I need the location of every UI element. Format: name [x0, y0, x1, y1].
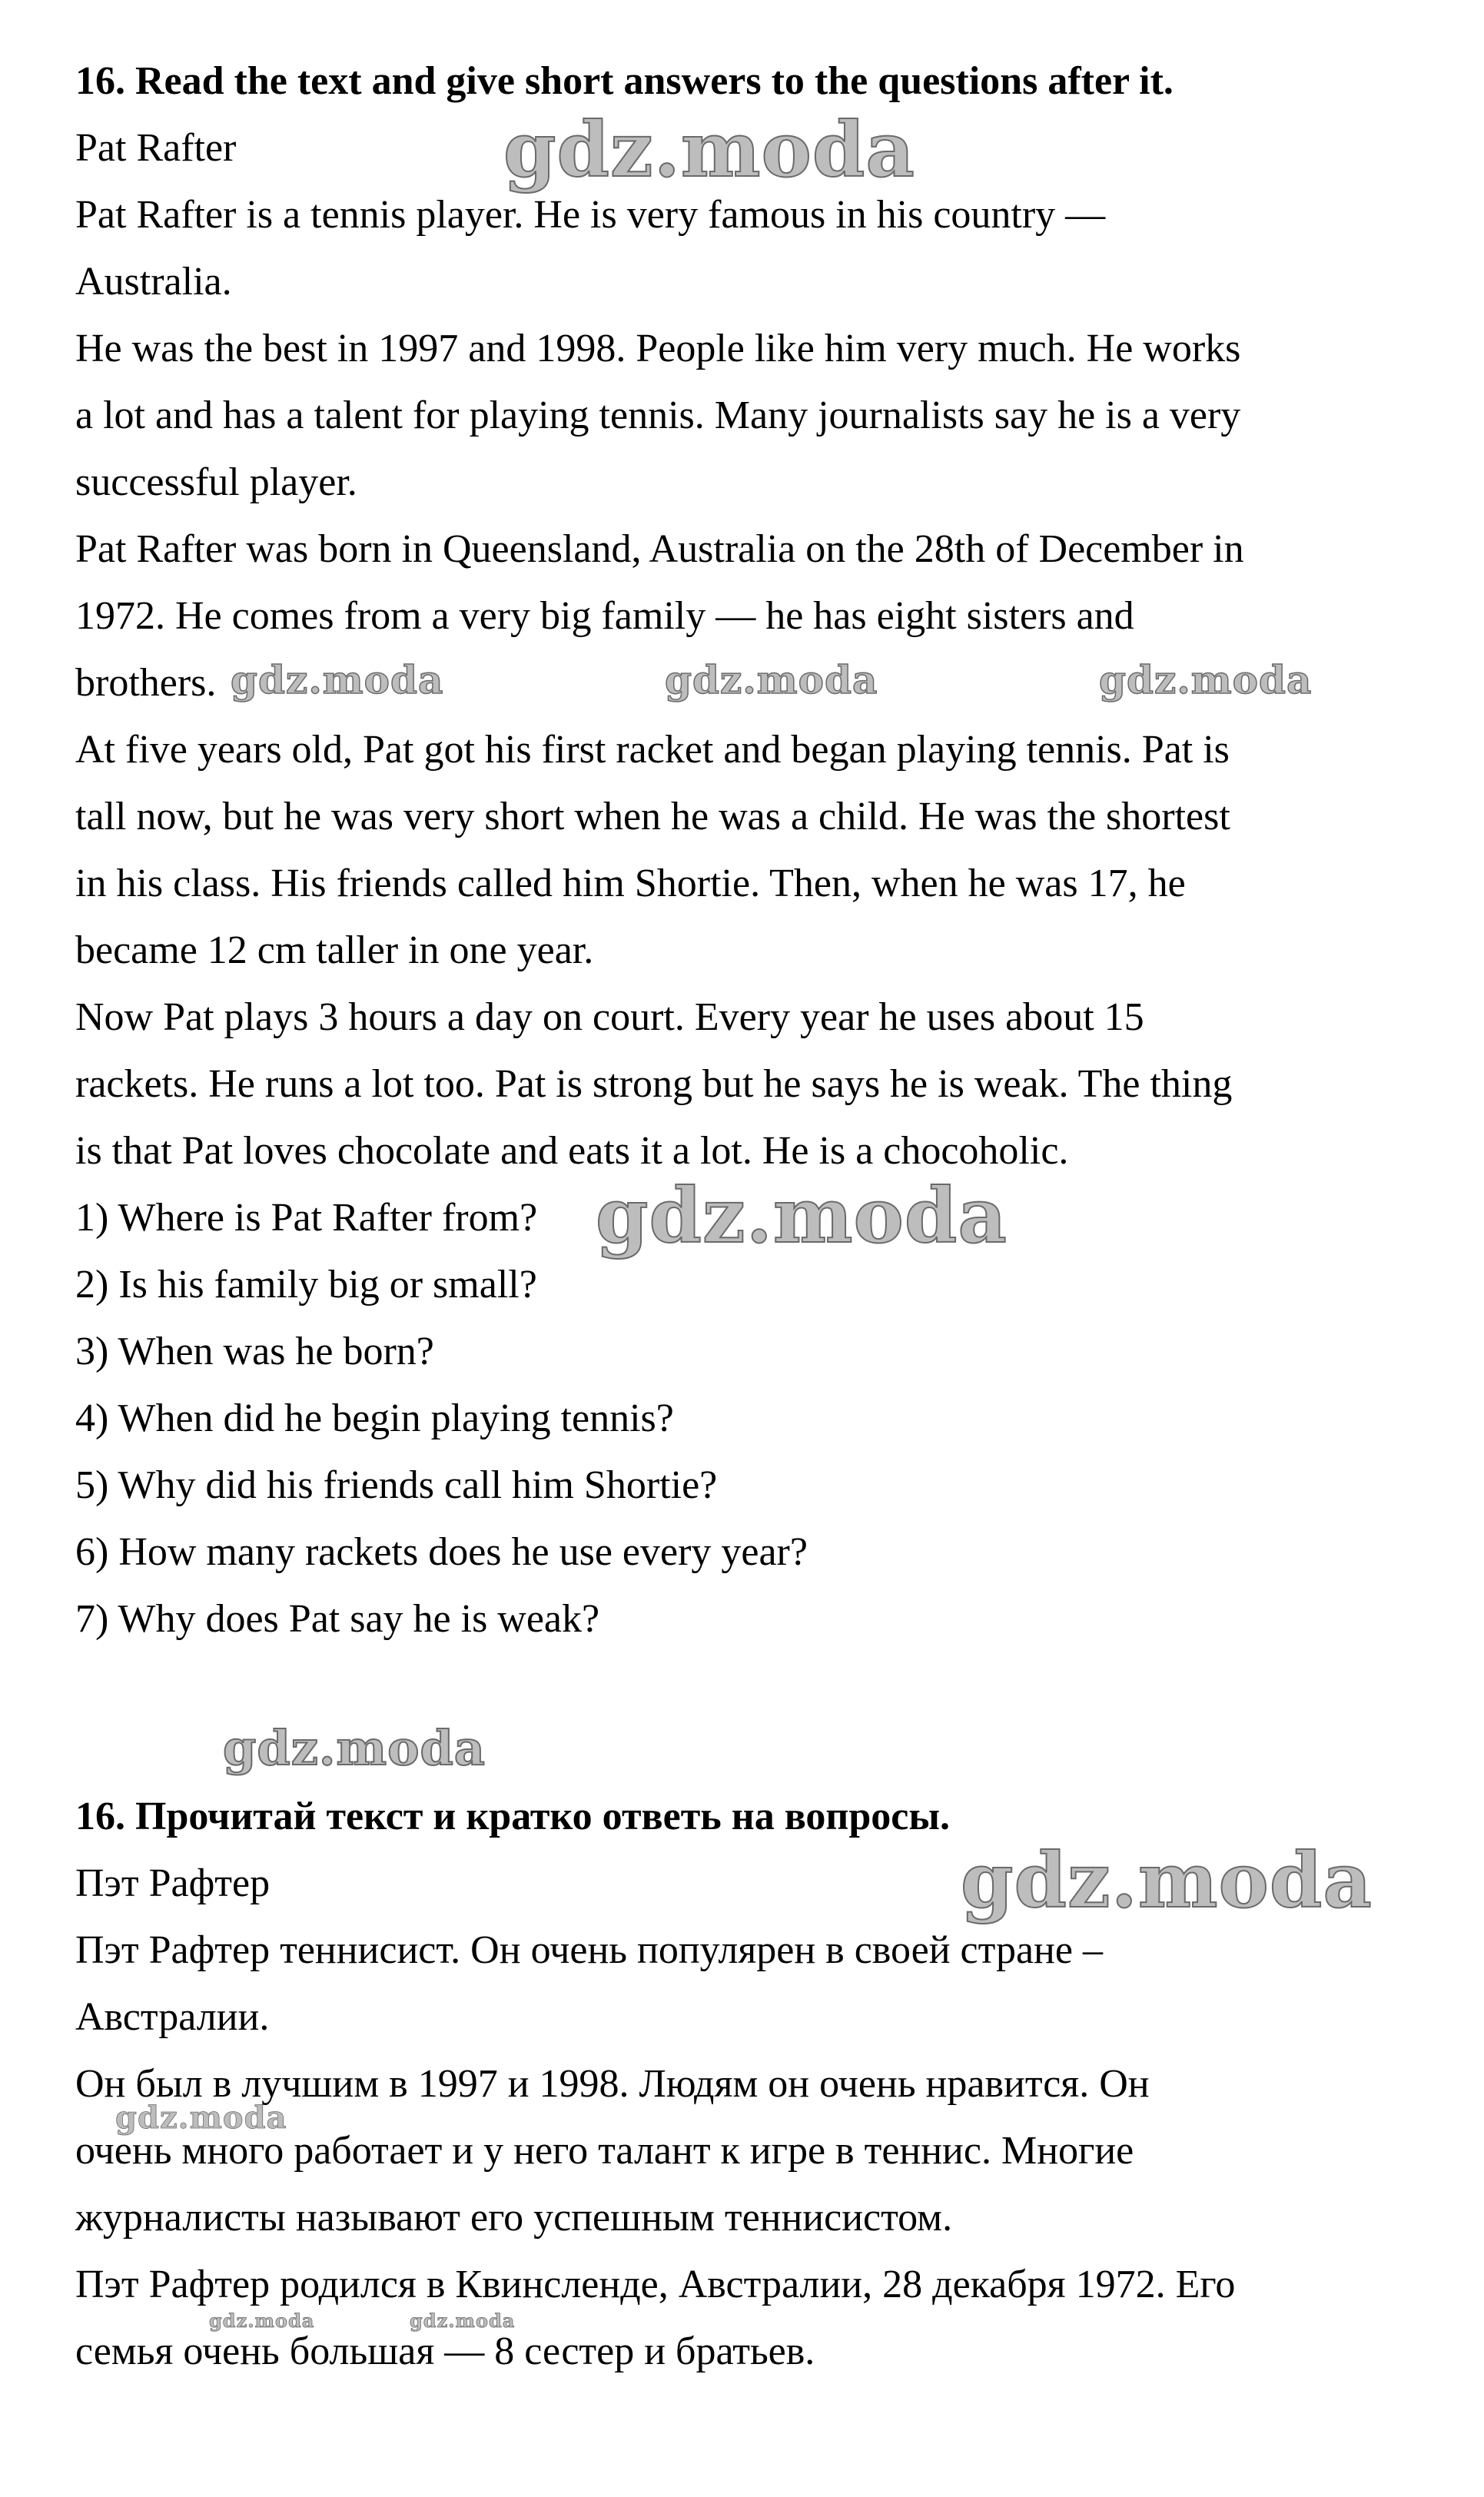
- russian-text-line: Пэт Рафтер: [75, 1861, 271, 1905]
- english-text-line: became 12 cm taller in one year.: [75, 928, 594, 972]
- watermark-logo: gdz.moda: [1099, 657, 1313, 702]
- question-item: 5) Why did his friends call him Shortie?: [75, 1463, 718, 1507]
- watermark-logo: gdz.moda: [223, 1720, 486, 1776]
- russian-text-line: Австралии.: [75, 1995, 270, 2039]
- english-text-line: is that Pat loves chocolate and eats it a lot. He is a chocoholic.: [75, 1129, 1069, 1173]
- question-item: 6) How many rackets does he use every year?: [75, 1530, 808, 1574]
- watermark-logo: gdz.moda: [231, 657, 444, 702]
- watermark-logo: gdz.moda: [596, 1172, 1008, 1260]
- watermark-logo: gdz.moda: [410, 2309, 516, 2332]
- watermark-logo: gdz.moda: [503, 106, 915, 194]
- english-text-line: 1972. He comes from a very big family — he has eight sisters and: [75, 594, 1134, 638]
- watermark-logo: gdz.moda: [961, 1837, 1373, 1925]
- english-text-line: Pat Rafter is a tennis player. He is very famous in his country —: [75, 193, 1106, 237]
- russian-task-heading: 16. Прочитай текст и кратко ответь на вопросы.: [75, 1795, 950, 1838]
- english-text-line: brothers.: [75, 661, 217, 705]
- english-text-line: Australia.: [75, 260, 232, 304]
- english-text-line: tall now, but he was very short when he was a child. He was the shortest: [75, 795, 1230, 838]
- russian-text-line: Пэт Рафтер родился в Квинсленде, Австралии, 28 декабря 1972. Его: [75, 2263, 1236, 2306]
- english-text-line: He was the best in 1997 and 1998. People like him very much. He works: [75, 327, 1241, 370]
- english-text-line: successful player.: [75, 460, 357, 504]
- question-item: 4) When did he begin playing tennis?: [75, 1396, 674, 1440]
- english-text-line: At five years old, Pat got his first racket and began playing tennis. Pat is: [75, 728, 1230, 772]
- english-text-line: rackets. He runs a lot too. Pat is strong but he says he is weak. The thing: [75, 1062, 1233, 1106]
- english-text-line: Now Pat plays 3 hours a day on court. Every year he uses about 15: [75, 995, 1144, 1039]
- document-page: [75, 48, 1428, 2385]
- russian-text-line: Он был в лучшим в 1997 и 1998. Людям он очень нравится. Он: [75, 2062, 1150, 2106]
- watermark-logo: gdz.moda: [115, 2100, 287, 2136]
- english-text-line: in his class. His friends called him Shortie. Then, when he was 17, he: [75, 862, 1186, 905]
- watermark-logo: gdz.moda: [209, 2309, 315, 2332]
- question-item: 2) Is his family big or small?: [75, 1263, 537, 1307]
- english-task-heading: 16. Read the text and give short answers to the questions after it.: [75, 59, 1174, 103]
- russian-text-line: семья очень большая — 8 сестер и братьев.: [75, 2329, 815, 2373]
- english-text-line: Pat Rafter: [75, 126, 237, 170]
- question-item: 7) Why does Pat say he is weak?: [75, 1597, 600, 1641]
- question-item: 3) When was he born?: [75, 1330, 434, 1373]
- question-item: 1) Where is Pat Rafter from?: [75, 1196, 538, 1240]
- section-spacer: [75, 1652, 1428, 1783]
- russian-text-line: журналисты называют его успешным теннисистом.: [75, 2196, 953, 2240]
- russian-text-line: Пэт Рафтер теннисист. Он очень популярен в своей стране –: [75, 1928, 1103, 1972]
- watermark-logo: gdz.moda: [665, 657, 878, 702]
- english-text-line: a lot and has a talent for playing tennis. Many journalists say he is a very: [75, 393, 1241, 437]
- russian-text-line: очень много работает и у него талант к игре в теннис. Многие: [75, 2129, 1134, 2173]
- english-text-line: Pat Rafter was born in Queensland, Australia on the 28th of December in: [75, 527, 1244, 571]
